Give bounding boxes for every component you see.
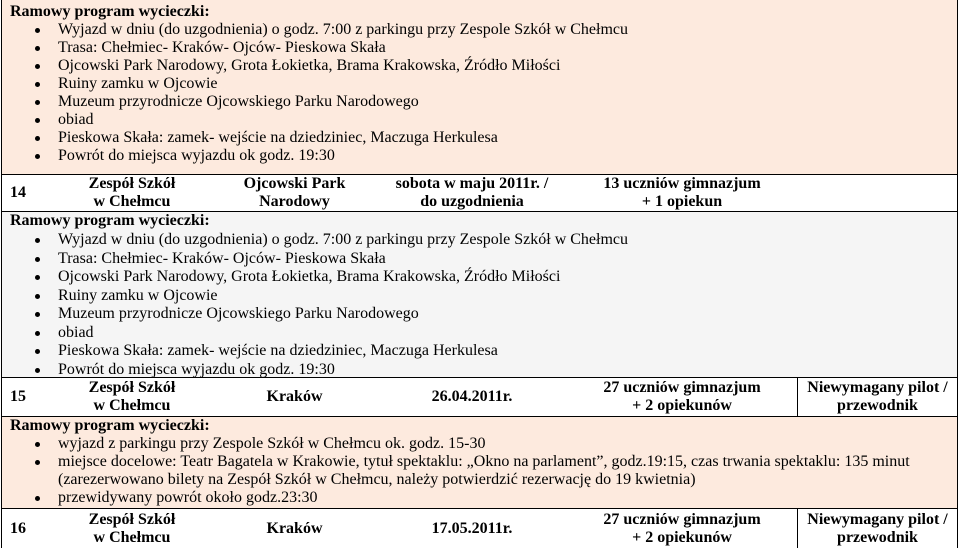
bullet-icon [35,118,40,123]
list-item: Powrót do miejsca wyjazdu ok godz. 19:30 [2,361,628,380]
bullet-icon [35,238,40,243]
list-item: Ojcowski Park Narodowy, Grota Łokietka, Brama Krakowska, Źródło Miłości [2,57,628,75]
list-item: miejsce docelowe: Teatr Bagatela w Krakowie, tytuł spektaklu: „Okno na parlament”, godz.19:15, czas trwania spektaklu: 135 minut (zarezerwowano bilety na Zespół Szkół w Chełmcu, należy potwierdzić rezerwację do 19 kwietnia) [2,453,957,489]
place-cell: Kraków [266,388,323,405]
list-item: Wyjazd w dniu (do uzgodnienia) o godz. 7:00 z parkingu przy Zespole Szkół w Chełmcu [2,21,628,39]
row-number: 15 [10,388,26,405]
program-block-13 [2,0,957,175]
program-header: Ramowy program wycieczki: [10,212,210,229]
list-item: Trasa: Chełmiec- Kraków- Ojców- Pieskowa Skała [2,39,628,57]
bullet-icon [35,442,40,447]
school-cell: Zespół Szkół w Chełmcu [88,510,176,546]
list-item: Pieskowa Skała: zamek- wejście na dziedziniec, Maczuga Herkulesa [2,342,628,361]
program-header: Ramowy program wycieczki: [10,3,210,20]
program-block-15 [2,417,957,509]
bullet-icon [35,460,40,465]
date-cell: sobota w maju 2011r. / do uzgodnienia [395,175,549,210]
bullet-icon [35,100,40,105]
program-header: Ramowy program wycieczki: [10,417,210,434]
list-item: Ojcowski Park Narodowy, Grota Łokietka, Brama Krakowska, Źródło Miłości [2,268,628,287]
program-list [2,21,628,165]
bullet-icon [35,82,40,87]
row-number: 14 [10,184,26,201]
bullet-icon [35,294,40,299]
bullet-icon [35,368,40,373]
bullet-icon [35,331,40,336]
list-item: obiad [2,111,628,129]
bullet-icon [35,312,40,317]
place-cell: Ojcowski Park Narodowy [243,175,346,210]
list-item: Pieskowa Skała: zamek- wejście na dziedziniec, Maczuga Herkulesa [2,129,628,147]
bullet-icon [35,154,40,159]
program-block-14 [2,212,957,378]
table-row-14 [2,175,957,212]
bullet-icon [35,496,40,501]
participants-cell: 27 uczniów gimnazjum + 2 opiekunów [603,510,761,546]
bullet-icon [35,257,40,262]
bullet-icon [35,64,40,69]
participants-cell: 27 uczniów gimnazjum + 2 opiekunów [603,379,761,414]
program-list [2,435,957,507]
program-list [2,231,628,379]
school-cell: Zespół Szkół w Chełmcu [88,379,176,414]
guide-cell: Niewymagany pilot / przewodnik [797,509,957,548]
school-cell: Zespół Szkół w Chełmcu [88,175,176,210]
bullet-icon [35,275,40,280]
date-cell: 17.05.2011r. [431,519,513,537]
place-cell: Kraków [266,519,323,537]
table-row-15 [2,378,957,417]
bullet-icon [35,349,40,354]
row-number: 16 [10,519,26,537]
table-row-16 [2,509,957,548]
list-item: obiad [2,324,628,343]
list-item: Wyjazd w dniu (do uzgodnienia) o godz. 7:00 z parkingu przy Zespole Szkół w Chełmcu [2,231,628,250]
participants-cell: 13 uczniów gimnazjum + 1 opiekun [603,175,761,210]
list-item: Ruiny zamku w Ojcowie [2,75,628,93]
bullet-icon [35,46,40,51]
list-item: przewidywany powrót około godz.23:30 [2,489,957,507]
list-item: Powrót do miejsca wyjazdu ok godz. 19:30 [2,147,628,165]
list-item: Ruiny zamku w Ojcowie [2,287,628,306]
guide-cell: Niewymagany pilot / przewodnik [797,378,957,416]
list-item: Muzeum przyrodnicze Ojcowskiego Parku Narodowego [2,305,628,324]
bullet-icon [35,136,40,141]
list-item: Muzeum przyrodnicze Ojcowskiego Parku Narodowego [2,93,628,111]
list-item: Trasa: Chełmiec- Kraków- Ojców- Pieskowa Skała [2,250,628,269]
date-cell: 26.04.2011r. [431,388,513,405]
list-item: wyjazd z parkingu przy Zespole Szkół w Chełmcu ok. godz. 15-30 [2,435,957,453]
bullet-icon [35,28,40,33]
